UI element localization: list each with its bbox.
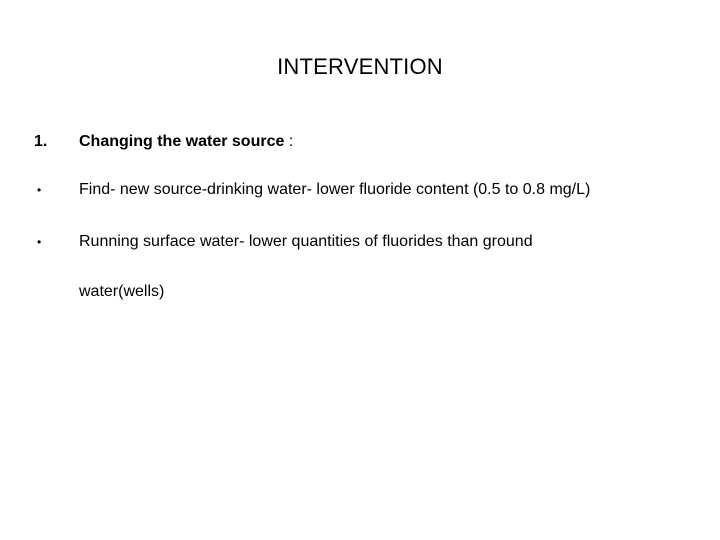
section-heading [79, 133, 293, 151]
section-number: 1. [34, 133, 48, 150]
bullet-text: Running surface water- lower quantities of fluorides than ground [79, 233, 533, 250]
bullet-text-continued: water(wells) [79, 283, 165, 300]
slide-title: INTERVENTION [277, 54, 443, 79]
section-heading-text: Changing the water source [79, 133, 285, 150]
bullet-marker: • [37, 235, 42, 249]
bullet-marker: • [37, 183, 42, 197]
bullet-text: Find- new source-drinking water- lower fluoride content (0.5 to 0.8 mg/L) [79, 181, 591, 198]
section-heading-colon: : [284, 133, 294, 150]
